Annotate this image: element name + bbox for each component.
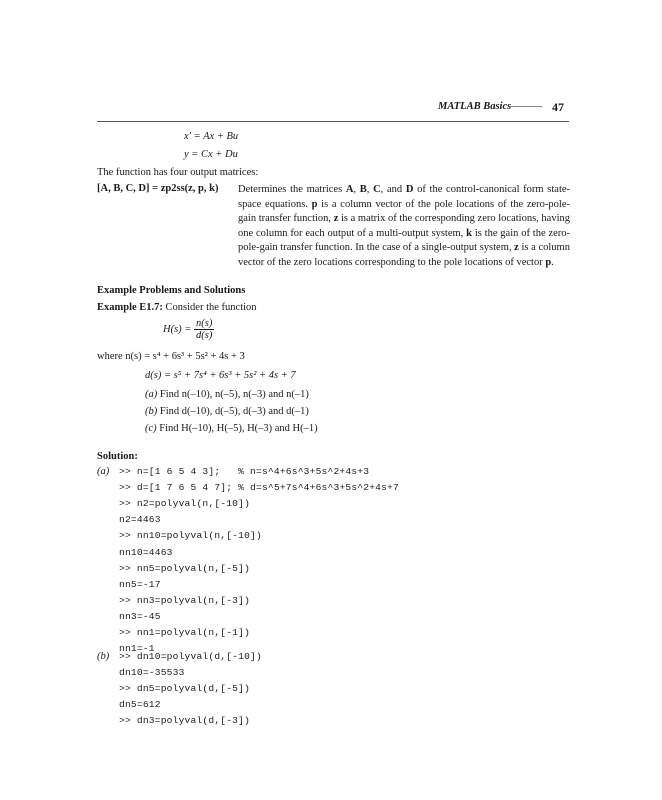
code-line: dn5=612 <box>119 699 161 711</box>
task-text: Find d(–10), d(–5), d(–3) and d(–1) <box>159 406 309 417</box>
section-heading: Example Problems and Solutions <box>97 285 246 296</box>
code-line: >> n=[1 6 5 4 3]; % n=s^4+6s^3+5s^2+4s+3 <box>119 466 370 477</box>
task-label: (b) <box>145 406 158 417</box>
code-line: nn5=-17 <box>119 578 161 590</box>
page-number: 47 <box>552 100 564 114</box>
code-line: nn3=-45 <box>119 610 161 622</box>
running-header-dash: ——— <box>511 101 543 112</box>
state-equation-1: x′ = Ax + Bu <box>184 131 239 142</box>
fraction-denominator: d(s) <box>196 330 213 341</box>
code-line: >> dn5=polyval(d,[-5]) <box>119 683 251 695</box>
example-text: Consider the function <box>165 302 257 313</box>
code-line: >> d=[1 7 6 5 4 7]; % d=s^5+7s^4+6s^3+5s^2+4s+7 <box>119 482 399 494</box>
task-b <box>145 406 309 417</box>
solution-part-a-label: (a) <box>97 466 110 477</box>
header-rule <box>97 121 569 122</box>
running-header-title: MATLAB Basics <box>438 101 512 112</box>
task-a <box>145 389 309 400</box>
code-line: >> dn10=polyval(d,[-10]) <box>119 651 262 662</box>
solution-heading: Solution: <box>97 451 138 462</box>
example-label: Example E1.7: <box>97 302 163 313</box>
function-description: Determines the matrices A, B, C, and D of the control-canonical form state-space equations. p is a column vector of the pole locations of the zero-pole-gain transfer function, z is a matrix of the corresponding zero locations, having one column for each output of a multi-output system, k is the gain of the zero-pole-gain transfer function. In the case of a single-output system, z is a column vector of the zero locations corresponding to the pole locations of vector p. <box>238 184 571 268</box>
task-label: (a) <box>145 389 158 400</box>
code-line: >> nn3=polyval(n,[-3]) <box>119 594 251 606</box>
transfer-function-fraction <box>194 318 214 341</box>
transfer-function-lhs: H(s) = <box>163 324 192 335</box>
task-c <box>145 423 318 434</box>
code-line: nn10=4463 <box>119 546 173 558</box>
numerator-definition: where n(s) = s⁴ + 6s³ + 5s² + 4s + 3 <box>97 351 245 362</box>
fraction-numerator: n(s) <box>196 318 213 329</box>
code-line: >> nn5=polyval(n,[-5]) <box>119 562 251 574</box>
code-line: nn1=-1 <box>119 643 155 655</box>
example-line <box>97 302 257 313</box>
intro-text: The function has four output matrices: <box>97 167 259 178</box>
denominator-definition: d(s) = s⁵ + 7s⁴ + 6s³ + 5s² + 4s + 7 <box>145 370 296 381</box>
function-signature: [A, B, C, D] = zp2ss(z, p, k) <box>97 183 219 194</box>
task-text: Find n(–10), n(–5), n(–3) and n(–1) <box>159 389 309 400</box>
code-line: >> nn10=polyval(n,[-10]) <box>119 530 262 542</box>
solution-part-b-label: (b) <box>97 651 110 662</box>
code-line: >> dn3=polyval(d,[-3]) <box>119 715 251 727</box>
task-label: (c) <box>145 423 157 434</box>
state-equation-2: y = Cx + Du <box>184 149 238 160</box>
code-line: >> n2=polyval(n,[-10]) <box>119 498 251 510</box>
code-line: dn10=-35533 <box>119 667 185 679</box>
code-line: n2=4463 <box>119 514 161 526</box>
task-text: Find H(–10), H(–5), H(–3) and H(–1) <box>159 423 318 434</box>
code-line: >> nn1=polyval(n,[-1]) <box>119 627 251 638</box>
transfer-function <box>163 318 214 341</box>
